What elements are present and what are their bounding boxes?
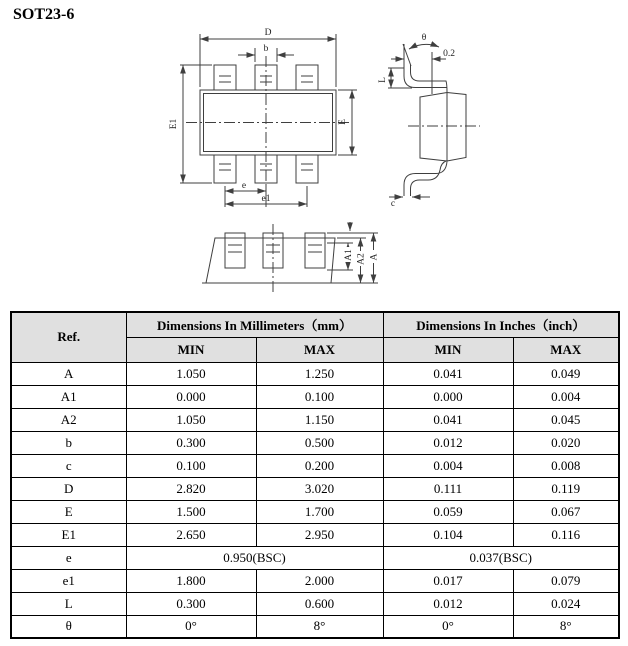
ref-cell: D [11, 477, 126, 500]
side-body [420, 93, 466, 162]
inch-min-cell: 0.059 [383, 500, 513, 523]
header-inch-max: MAX [513, 337, 619, 362]
header-inch-min: MIN [383, 337, 513, 362]
inch-max-cell: 0.079 [513, 569, 619, 592]
table-row [11, 500, 619, 523]
ref-cell: E [11, 500, 126, 523]
mm-max-cell: 0.600 [256, 592, 383, 615]
mm-min-cell: 2.650 [126, 523, 256, 546]
table-row [11, 454, 619, 477]
inch-max-cell: 8° [513, 615, 619, 638]
mm-span-cell: 0.950(BSC) [126, 546, 383, 569]
inch-max-cell: 0.020 [513, 431, 619, 454]
mm-max-cell: 0.100 [256, 385, 383, 408]
inch-max-cell: 0.024 [513, 592, 619, 615]
dimension-table-header [11, 312, 619, 362]
dim-E1 [180, 65, 212, 183]
inch-max-cell: 0.045 [513, 408, 619, 431]
inch-max-cell: 0.116 [513, 523, 619, 546]
mm-max-cell: 1.150 [256, 408, 383, 431]
inch-max-cell: 0.049 [513, 362, 619, 385]
ref-cell: L [11, 592, 126, 615]
inch-min-cell: 0.000 [383, 385, 513, 408]
ref-cell: θ [11, 615, 126, 638]
dimension-table [10, 311, 620, 639]
side-view [388, 44, 480, 197]
ref-cell: e1 [11, 569, 126, 592]
label-E1: E1 [169, 118, 179, 130]
label-offset: 0.2 [443, 49, 455, 59]
inch-min-cell: 0.104 [383, 523, 513, 546]
dim-theta [403, 44, 439, 66]
mm-max-cell: 1.250 [256, 362, 383, 385]
mm-min-cell: 0.300 [126, 431, 256, 454]
table-row [11, 523, 619, 546]
label-e: e [241, 181, 247, 191]
ref-cell: A1 [11, 385, 126, 408]
mm-max-cell: 2.950 [256, 523, 383, 546]
label-D: D [264, 28, 272, 38]
label-theta: θ [421, 33, 427, 43]
mm-max-cell: 1.700 [256, 500, 383, 523]
label-b: b [263, 44, 269, 54]
inch-span-cell: 0.037(BSC) [383, 546, 619, 569]
inch-max-cell: 0.067 [513, 500, 619, 523]
ref-cell: e [11, 546, 126, 569]
inch-min-cell: 0.012 [383, 431, 513, 454]
mm-min-cell: 0.000 [126, 385, 256, 408]
mm-max-cell: 0.200 [256, 454, 383, 477]
mm-min-cell: 1.050 [126, 362, 256, 385]
header-mm-max: MAX [256, 337, 383, 362]
mm-min-cell: 0.300 [126, 592, 256, 615]
mm-max-cell: 0.500 [256, 431, 383, 454]
table-row [11, 362, 619, 385]
side-bottom-lead [404, 161, 447, 196]
top-view [180, 34, 357, 207]
package-drawing [0, 0, 628, 305]
mm-min-cell: 0° [126, 615, 256, 638]
label-E: E [338, 119, 348, 125]
table-row [11, 569, 619, 592]
table-row [11, 385, 619, 408]
label-e1: e1 [261, 194, 271, 204]
drawing-labels [169, 28, 455, 265]
dimension-table-body [11, 362, 619, 638]
table-row [11, 615, 619, 638]
inch-max-cell: 0.008 [513, 454, 619, 477]
label-c: c [390, 199, 396, 209]
inch-max-cell: 0.119 [513, 477, 619, 500]
table-row [11, 546, 619, 569]
header-mm: Dimensions In Millimeters（mm） [126, 312, 383, 337]
ref-cell: c [11, 454, 126, 477]
inch-min-cell: 0.111 [383, 477, 513, 500]
header-ref: Ref. [11, 312, 126, 362]
ref-cell: b [11, 431, 126, 454]
mm-max-cell: 2.000 [256, 569, 383, 592]
header-inch: Dimensions In Inches（inch） [383, 312, 619, 337]
mm-min-cell: 0.100 [126, 454, 256, 477]
dim-D [200, 34, 336, 87]
ref-cell: A2 [11, 408, 126, 431]
table-row [11, 592, 619, 615]
dim-L [388, 68, 412, 88]
page-title: SOT23-6 [13, 6, 75, 23]
inch-max-cell: 0.004 [513, 385, 619, 408]
mm-max-cell: 3.020 [256, 477, 383, 500]
table-row [11, 408, 619, 431]
mm-min-cell: 1.050 [126, 408, 256, 431]
inch-min-cell: 0.012 [383, 592, 513, 615]
mm-max-cell: 8° [256, 615, 383, 638]
inch-min-cell: 0.041 [383, 362, 513, 385]
inch-min-cell: 0.004 [383, 454, 513, 477]
label-A1: A1 [344, 249, 354, 261]
mm-min-cell: 1.500 [126, 500, 256, 523]
mm-min-cell: 1.800 [126, 569, 256, 592]
ref-cell: A [11, 362, 126, 385]
ref-cell: E1 [11, 523, 126, 546]
inch-min-cell: 0.017 [383, 569, 513, 592]
inch-min-cell: 0.041 [383, 408, 513, 431]
label-L: L [378, 77, 388, 83]
mm-min-cell: 2.820 [126, 477, 256, 500]
header-mm-min: MIN [126, 337, 256, 362]
label-A2: A2 [356, 253, 367, 265]
label-A: A [369, 253, 380, 261]
table-row [11, 431, 619, 454]
inch-min-cell: 0° [383, 615, 513, 638]
table-row [11, 477, 619, 500]
